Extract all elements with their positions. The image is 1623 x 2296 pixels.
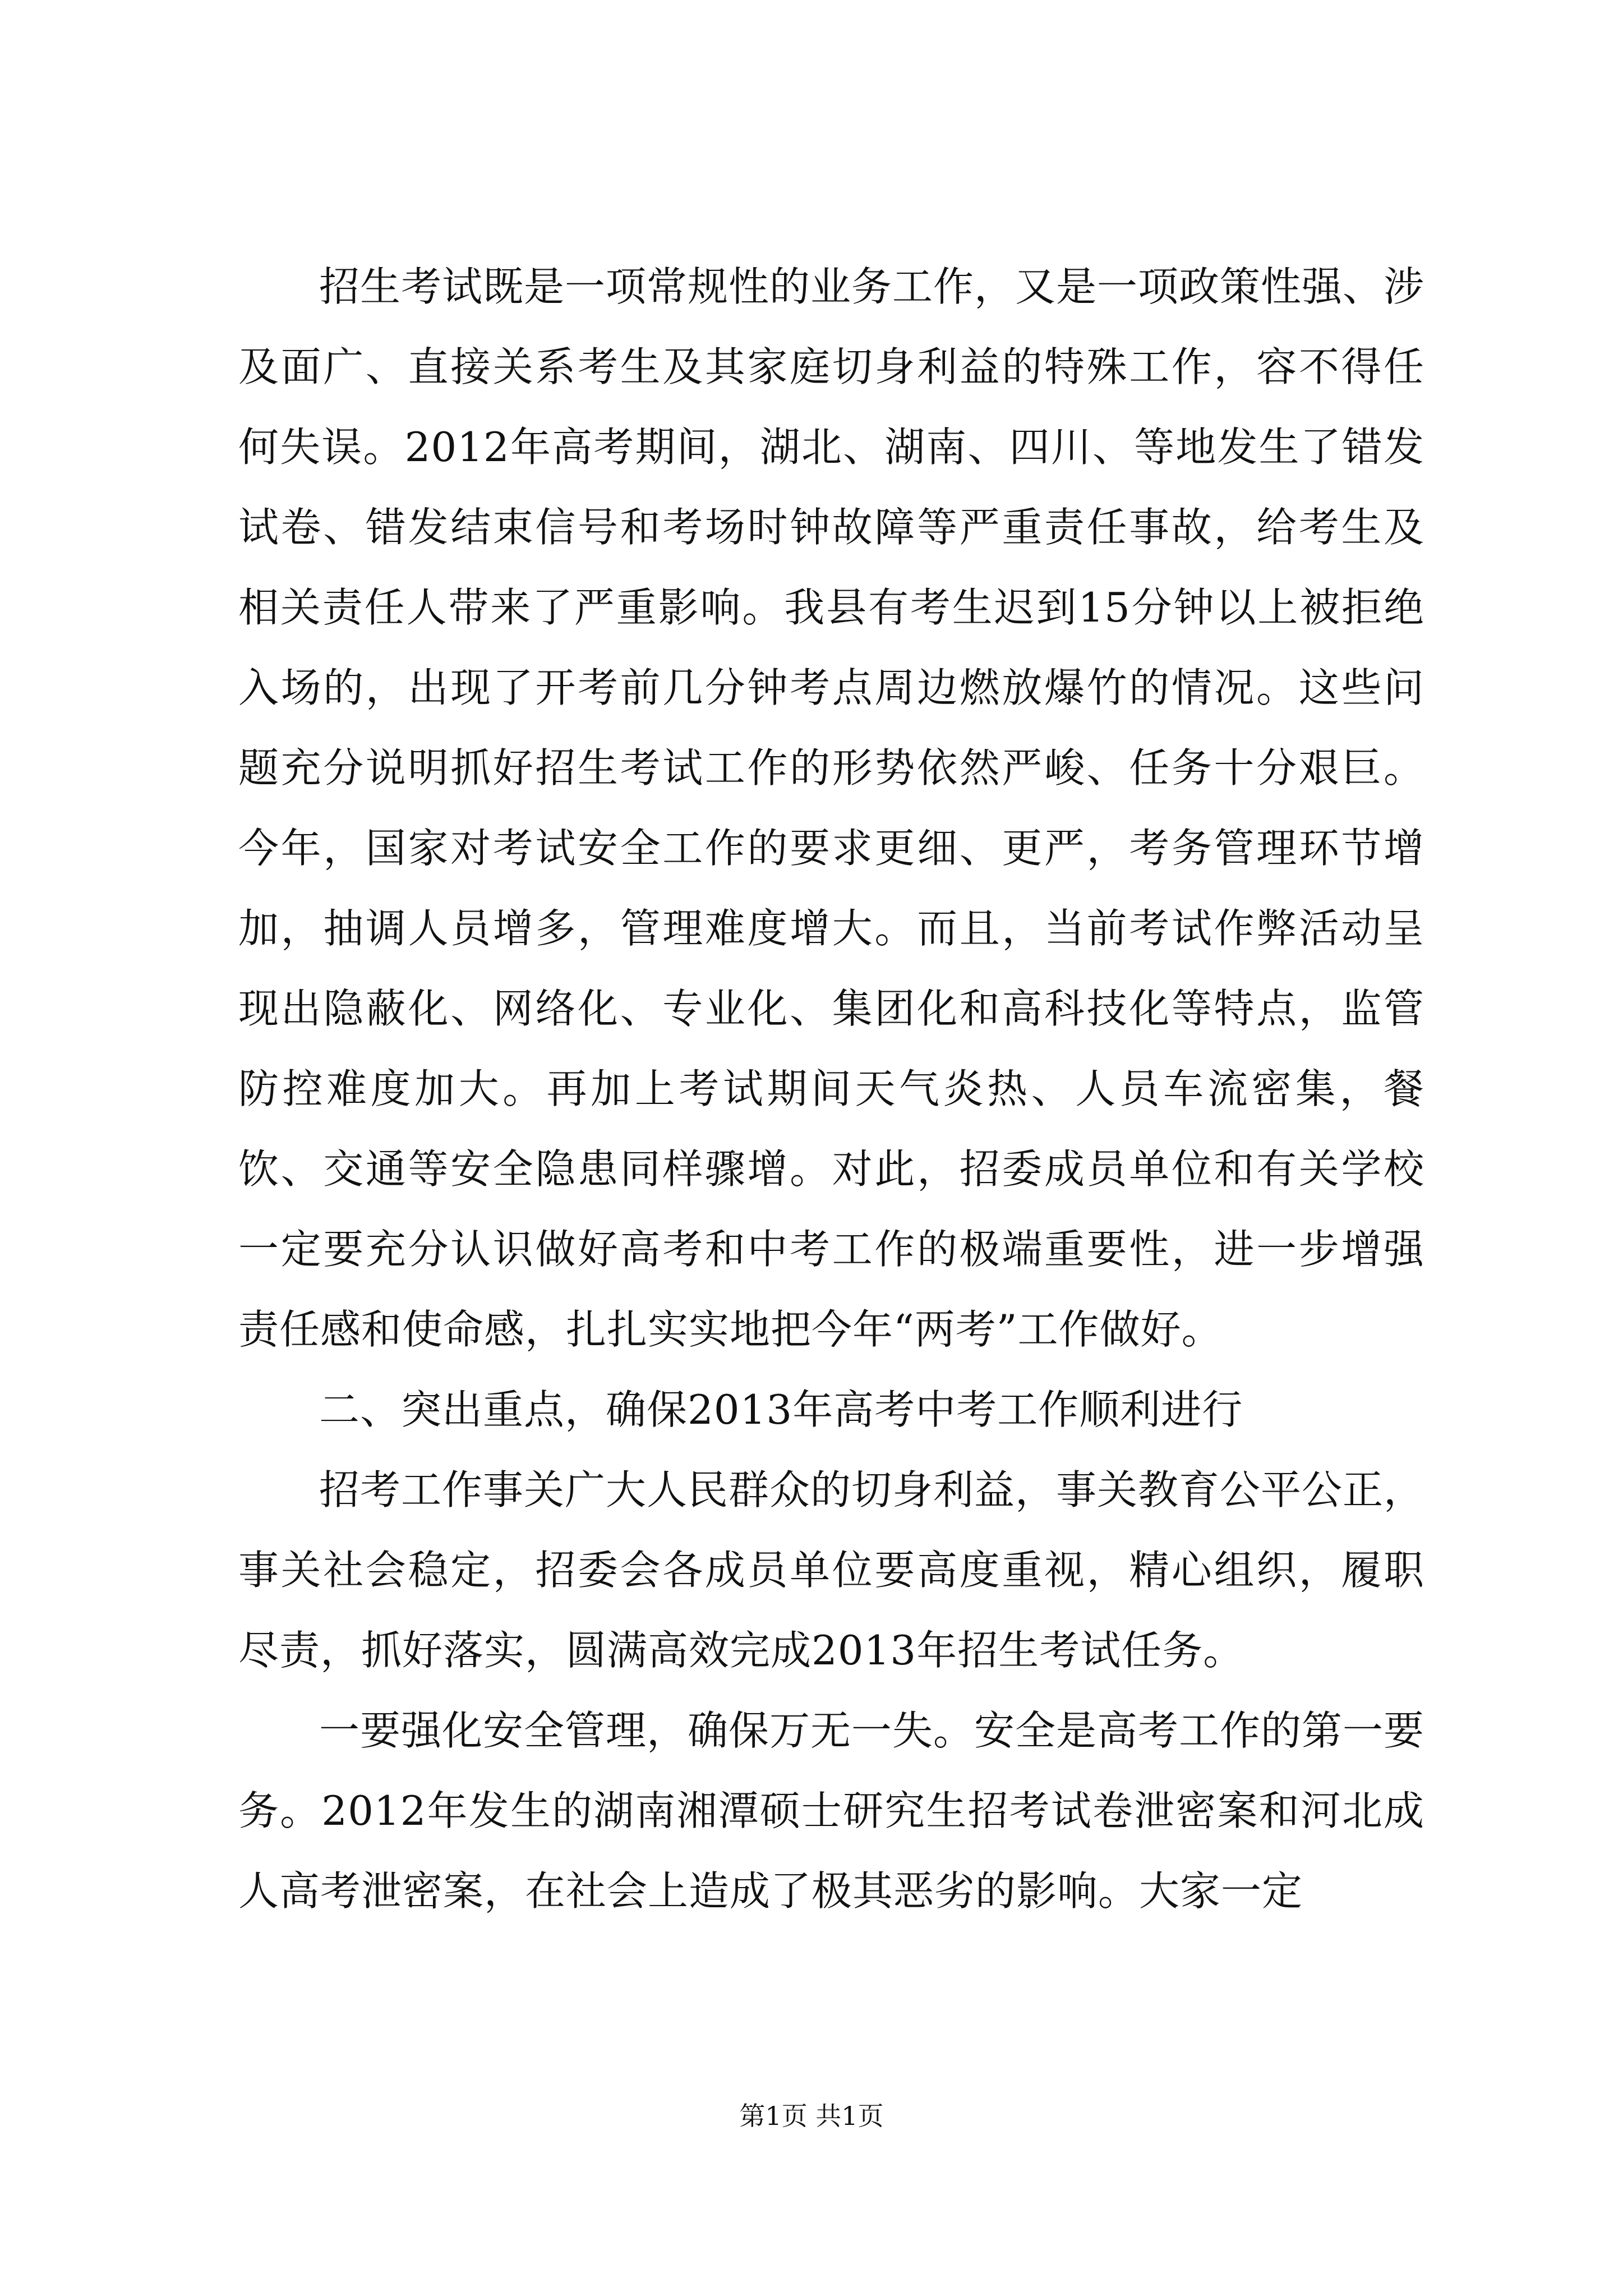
page-footer: 第1页 共1页: [739, 2101, 884, 2131]
section-heading-two: 二、突出重点，确保2013年高考中考工作顺利进行: [319, 1386, 1243, 1433]
paragraph-safety-management: 一要强化安全管理，确保万无一失。安全是高考工作的第一要务。2012年发生的湖南湘潭硕士研究生招考试卷泄密案和河北成人高考泄密案，在社会上造成了极其恶劣的影响。大家一定: [238, 1707, 1425, 1915]
paragraph-exam-situation: 招生考试既是一项常规性的业务工作，又是一项政策性强、涉及面广、直接关系考生及其家庭切身利益的特殊工作，容不得任何失误。2012年高考期间，湖北、湖南、四川、等地发生了错发试卷、错发结束信号和考场时钟故障等严重责任事故，给考生及相关责任人带来了严重影响。我县有考生迟到15分钟以上被拒绝入场的，出现了开考前几分钟考点周边燃放爆竹的情况。这些问题充分说明抓好招生考试工作的形势依然严峻、任务十分艰巨。今年，国家对考试安全工作的要求更细、更严，考务管理环节增加，抽调人员增多，管理难度增大。而且，当前考试作弊活动呈现出隐蔽化、网络化、专业化、集团化和高科技化等特点，监管防控难度加大。再加上考试期间天气炎热、人员车流密集，餐饮、交通等安全隐患同样骤增。对此，招委成员单位和有关学校一定要充分认识做好高考和中考工作的极端重要性，进一步增强责任感和使命感，扎扎实实地把今年“两考”工作做好。: [238, 263, 1425, 1353]
paragraph-exam-importance: 招考工作事关广大人民群众的切身利益，事关教育公平公正，事关社会稳定，招委会各成员单位要高度重视，精心组织，履职尽责，抓好落实，圆满高效完成2013年招生考试任务。: [238, 1466, 1425, 1674]
document-body: [238, 247, 1424, 1931]
